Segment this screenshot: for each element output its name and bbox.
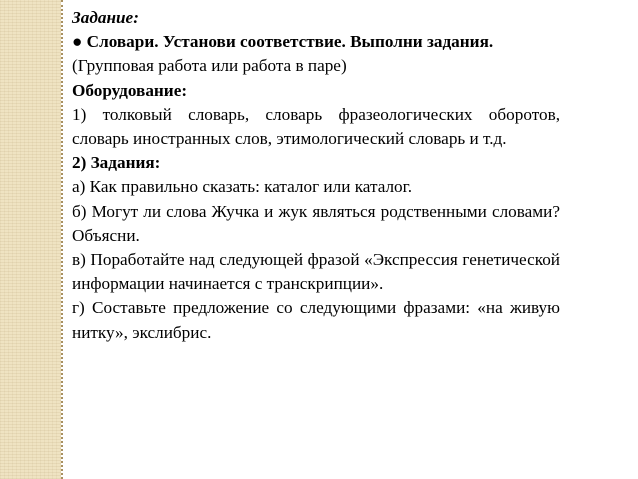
task-label: Задание: [72, 8, 139, 27]
task-d: г) Составьте предложение со следующими фразами: «на живую нитку», экслибрис. [72, 298, 560, 342]
parchment-strip [0, 0, 61, 479]
task-b: б) Могут ли слова Жучка и жук являться родственными словами? Объясни. [72, 201, 560, 245]
dotted-divider [61, 0, 63, 479]
work-mode-note: (Групповая работа или работа в паре) [72, 56, 347, 76]
task-a: а) Как правильно сказать: каталог или каталог. [72, 177, 413, 197]
tasks-label: 2) Задания: [72, 153, 161, 173]
slide-content [72, 6, 560, 345]
equipment-text: 1) толковый словарь, словарь фразеологических оборотов, словарь иностранных слов, этимологический словарь и т.д. [72, 104, 560, 149]
task-c: в) Поработайте над следующей фразой «Экспрессия генетической информации начинается с транскрипции». [72, 250, 560, 294]
task-heading: ● Словари. Установи соответствие. Выполни задания. [72, 32, 494, 52]
equipment-label: Оборудование: [72, 80, 188, 100]
